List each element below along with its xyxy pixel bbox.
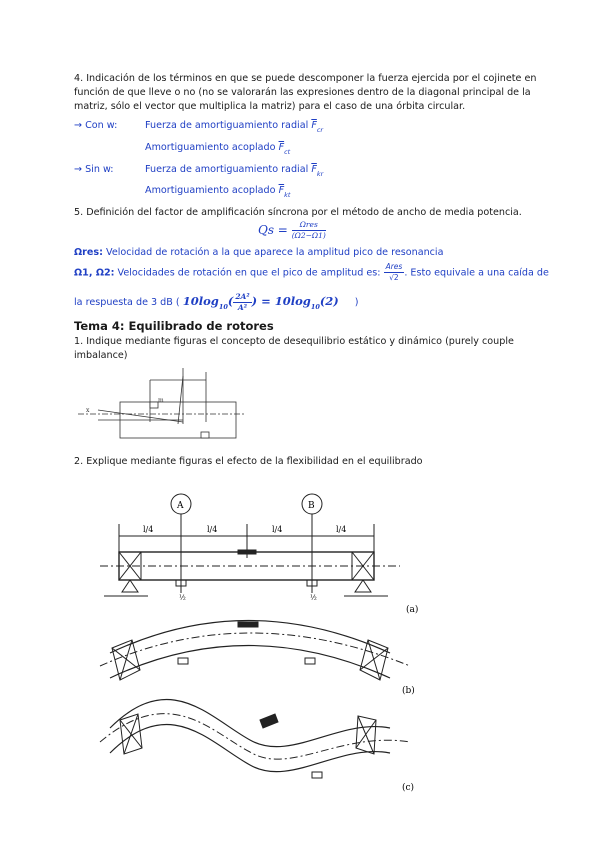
caption-a: (a) xyxy=(406,605,419,615)
tema4-q1-line1: 1. Indique mediante figuras el concepto de desequilibrio estático y dinámico (purely couple xyxy=(74,336,514,347)
qs-num: Ωres xyxy=(292,220,326,231)
tema4-heading: Tema 4: Equilibrado de rotores xyxy=(74,319,274,333)
db-equation: $10\log_{10}$( $\frac{\text{2A²}}{\text{A²}}$ ) = $10\log_{10}(2)$ xyxy=(182,291,339,312)
db-fraction xyxy=(233,292,251,313)
qs-fraction xyxy=(292,220,326,241)
imbalance-figure xyxy=(78,362,248,446)
db-sub1: 10 xyxy=(218,303,228,311)
o12-tail: . Esto equivale a una caída de xyxy=(404,267,549,279)
sub-cr: cr xyxy=(316,126,324,134)
o12-label: Ω1, Ω2: xyxy=(74,267,115,279)
db-eq-part1: 10log xyxy=(182,294,219,308)
db-eq-part3: (2) xyxy=(319,294,339,308)
ares-den: √2 xyxy=(389,273,399,282)
mass-b xyxy=(238,622,258,627)
small-x-label: x xyxy=(86,407,90,414)
sub-ct: ct xyxy=(284,148,291,156)
f-symbol: $\overline{F}$ xyxy=(311,120,317,131)
caption-b: (b) xyxy=(402,686,415,696)
con-w-acoplado xyxy=(145,141,290,159)
ares-fraction xyxy=(384,262,405,283)
db-frac-den: A² xyxy=(237,302,248,312)
qs-equation xyxy=(258,218,326,242)
ores-line xyxy=(74,246,443,260)
quarter-3: l/4 xyxy=(272,525,283,534)
quarter-2: l/4 xyxy=(207,525,218,534)
sin-w-label: → Sin w: xyxy=(74,164,114,175)
qs-lhs: Qs = xyxy=(258,223,288,237)
q4-line3: matriz, sólo el vector que multiplica la matriz) para el caso de una órbita circular. xyxy=(74,101,466,112)
quarter-4: l/4 xyxy=(336,525,347,534)
qs-den: (Ω2−Ω1) xyxy=(291,231,326,240)
o12-line xyxy=(74,262,549,285)
caption-c: (c) xyxy=(402,783,415,793)
mass-c xyxy=(260,714,278,728)
mass-a xyxy=(238,550,256,554)
acoplado-text: Amortiguamiento acoplado xyxy=(145,185,276,196)
o12-text: Velocidades de rotación en que el pico de amplitud es: xyxy=(117,267,381,279)
quarter-1: l/4 xyxy=(143,525,154,534)
db-frac-num: 2A² xyxy=(235,291,250,301)
con-w-label: → Con w: xyxy=(74,120,118,131)
f-symbol: $\overline{F}$ xyxy=(278,185,285,196)
tema4-q2: 2. Explique mediante figuras el efecto de la flexibilidad en el equilibrado xyxy=(74,456,423,467)
db-line xyxy=(74,290,359,318)
tema4-q1-line2: imbalance) xyxy=(74,350,128,361)
small-m-label: m xyxy=(158,397,164,404)
radial-text: Fuerza de amortiguamiento radial xyxy=(145,120,309,131)
db-eq-part2: ) = 10log xyxy=(251,294,311,308)
label-b: B xyxy=(308,501,315,511)
f-symbol: $\overline{F}$ xyxy=(311,164,317,175)
sin-w-acoplado xyxy=(145,184,290,202)
acoplado-text: Amortiguamiento acoplado xyxy=(145,142,276,153)
con-w-radial xyxy=(145,119,323,137)
q5-title: 5. Definición del factor de amplificación síncrona por el método de ancho de media potencia. xyxy=(74,207,522,218)
q4-line1: 4. Indicación de los términos en que se puede descomponer la fuerza ejercida por el cojinete en xyxy=(74,73,537,84)
q4-line2: función de que lleve o no (no se valorarán las expresiones dentro de la diagonal principal de la xyxy=(74,87,531,98)
half-left: ½ xyxy=(179,594,186,602)
sub-kr: kr xyxy=(316,170,324,178)
db-sub2: 10 xyxy=(310,303,320,311)
flexibility-figure xyxy=(90,488,440,808)
sin-w-radial xyxy=(145,163,323,181)
f-symbol: $\overline{F}$ xyxy=(278,142,285,153)
ores-label: Ωres: xyxy=(74,247,103,258)
ares-num: Ares xyxy=(385,262,403,271)
ores-text: Velocidad de rotación a la que aparece la amplitud pico de resonancia xyxy=(106,247,444,258)
half-right: ½ xyxy=(310,594,317,602)
label-a: A xyxy=(177,501,184,511)
db-text: la respuesta de 3 dB ( xyxy=(74,297,180,308)
radial-text: Fuerza de amortiguamiento radial xyxy=(145,164,309,175)
sub-kt: kt xyxy=(284,191,291,199)
db-close: ) xyxy=(354,297,359,308)
